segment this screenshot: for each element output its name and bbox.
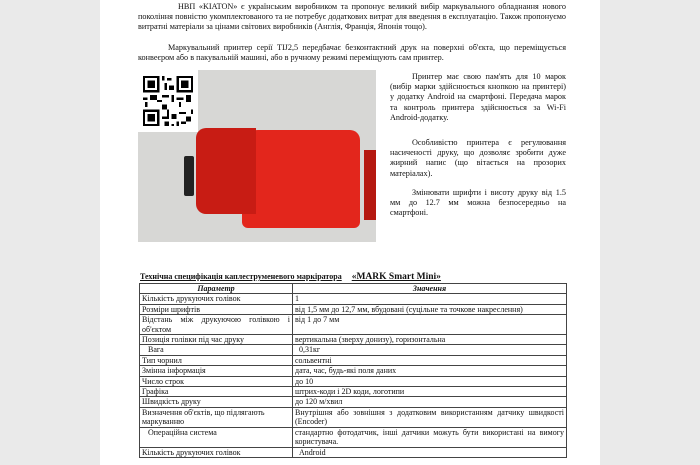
value-cell: Внутрішня або зовнішня з додатковим використанням датчику швидкості (Encoder) [293,407,567,427]
value-cell: до 120 м/хвил [293,397,567,407]
value-cell: від 1,5 мм до 12,7 мм, вбудовані (суцільне та точкове накреслення) [293,304,567,314]
value-cell: 0,31кг [293,345,567,355]
printer-photo [138,70,376,242]
param-cell: Тип чорнил [140,355,293,365]
table-row [140,447,567,457]
table-row [140,397,567,407]
qr-code-image [138,70,198,132]
header-value: Значення [293,284,567,294]
value-cell: вертикальна (зверху донизу), горизонтальна [293,335,567,345]
printer-front [196,128,256,214]
value-cell: від 1 до 7 мм [293,315,567,335]
header-parameter: Параметр [140,284,293,294]
value-cell: до 10 [293,376,567,386]
table-title [140,272,441,282]
param-cell: Операційна система [140,427,293,447]
table-row [140,315,567,335]
table-row [140,304,567,314]
table-row [140,294,567,304]
font-size-paragraph: Змінювати шрифти і висоту друку від 1.5 мм до 12.7 мм можна безпосередньо на смартфоні. [390,188,566,218]
printer-body [242,130,360,228]
saturation-paragraph: Особливістю принтера є регулювання насиченості друку, що дозволяє зробити дуже жирний напис (що вітається на прозорих матеріалах). [390,138,566,178]
table-row [140,366,567,376]
table-title-model: «MARK Smart Mini» [351,272,441,282]
param-cell: Вага [140,345,293,355]
intro-paragraph-2: Маркувальний принтер серії TIJ2,5 передбачає безконтактний друк на поверхні об'єкта, що переміщується конвеєром або в пакувальній машині, або в ручному режимі переміщують сам принтер. [138,43,566,63]
table-row [140,345,567,355]
memory-paragraph: Принтер має свою пам'ять для 10 марок (вибір марки здійснюється кнопкою на принтері) у додатку Android на смартфоні. Передача марок та контроль принтера здійснюється за Wi-Fi Android-додатку. [390,72,566,122]
intro-paragraph-1: НВП «KIATON» є українським виробником та пропонує великий вибір маркувального обладнання нового покоління повністю укомплектованого та не потребує додаткових витрат для введення в експлуатацію. Також пропонуємо витратні матеріали за цінами світових виробників (Англія, Франція, Японія тощо). [138,2,566,32]
printer-clip [184,156,194,196]
table-row [140,387,567,397]
spec-table [139,283,567,458]
table-row [140,407,567,427]
table-row [140,376,567,386]
table-row [140,335,567,345]
table-row [140,355,567,365]
param-cell: Кількість друкуючих голівок [140,294,293,304]
param-cell: Число строк [140,376,293,386]
param-cell: Швидкість друку [140,397,293,407]
table-row [140,427,567,447]
param-cell: Кількість друкуючих голівок [140,447,293,457]
value-cell: стандартно фотодатчик, інші датчики можуть бути використані на вимогу користувача. [293,427,567,447]
table-title-text: Технічна специфікація каплеструменевого маркіратора [140,272,342,281]
param-cell: Розміри шрифтів [140,304,293,314]
value-cell: Android [293,447,567,457]
param-cell: Визначення об'єктів, що підлягають маркуванню [140,407,293,427]
value-cell: дата, час, будь-які поля даних [293,366,567,376]
document-page [100,0,600,465]
param-cell: Відстань між друкуючою голівкою і об'єктом [140,315,293,335]
value-cell: сольвентні [293,355,567,365]
value-cell: штрих-коди і 2D коди, логотипи [293,387,567,397]
printer-side [364,150,376,220]
param-cell: Змінна інформація [140,366,293,376]
value-cell: 1 [293,294,567,304]
param-cell: Позиція голівки під час друку [140,335,293,345]
param-cell: Графіка [140,387,293,397]
table-header-row [140,284,567,294]
